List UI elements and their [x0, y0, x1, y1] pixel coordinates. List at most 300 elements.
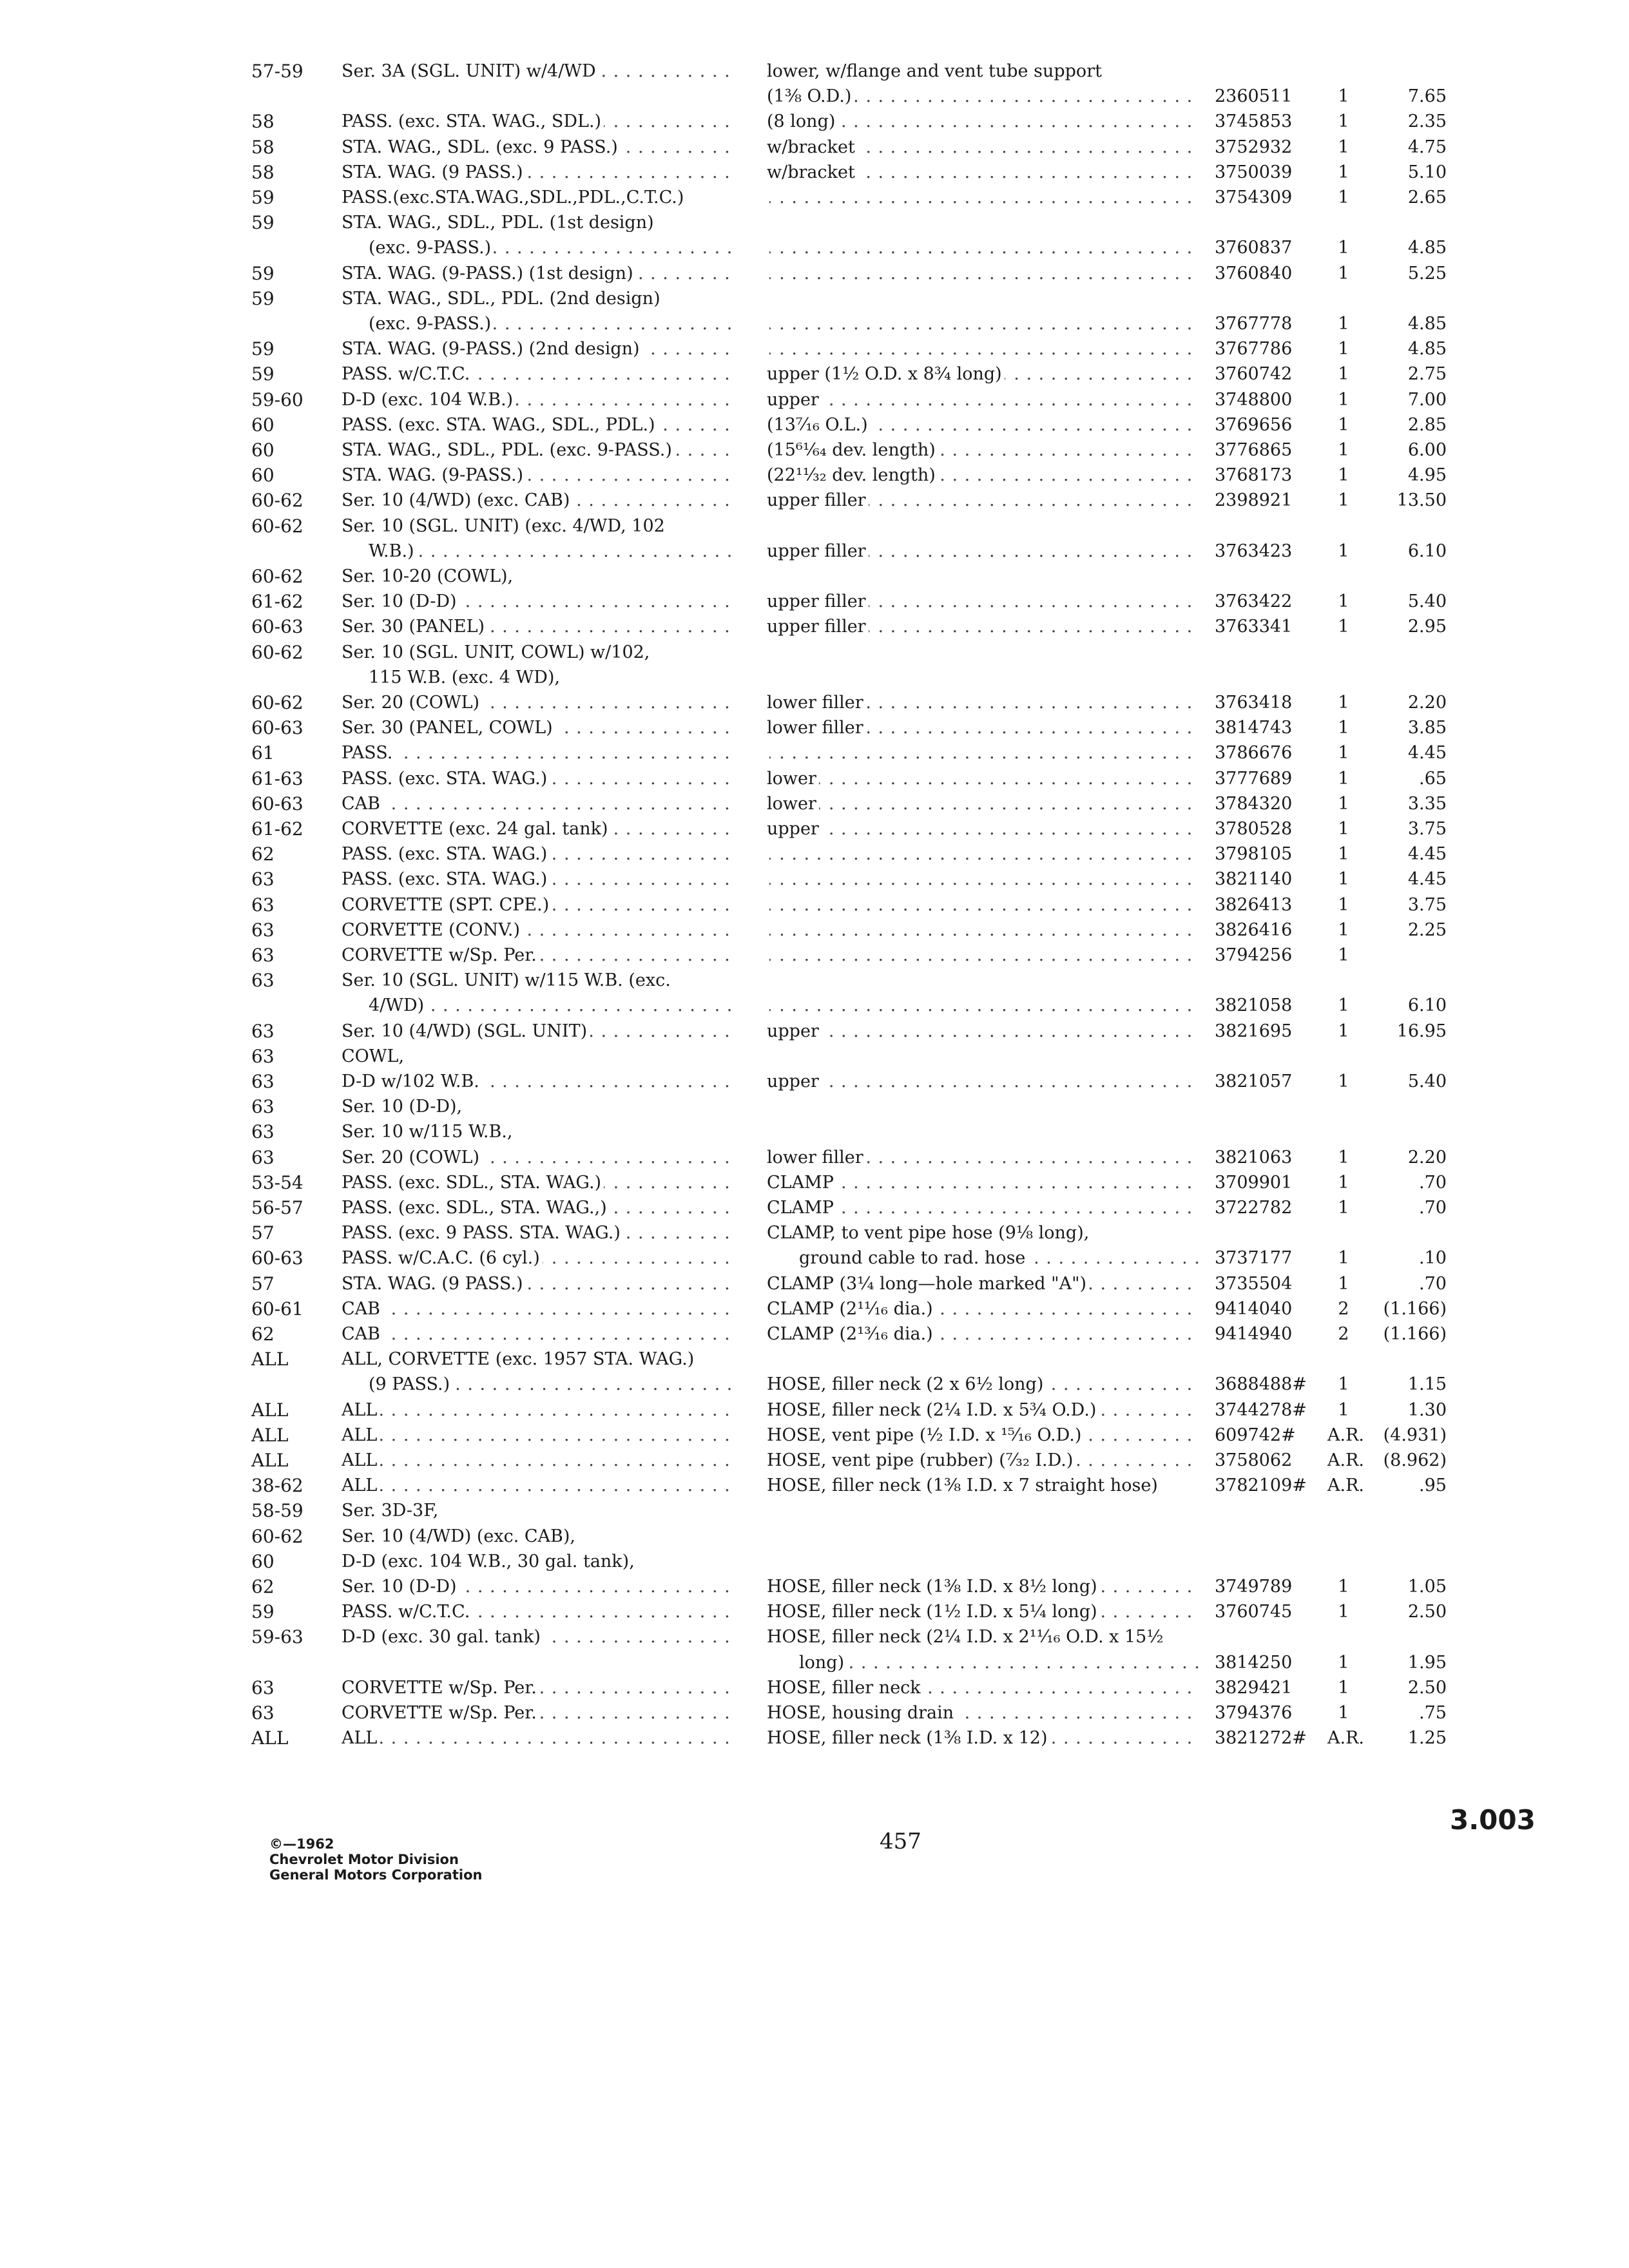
- application-cell: [342, 741, 731, 765]
- application-cell: [342, 1095, 731, 1119]
- application-text: Ser. 10 (D-D): [342, 1577, 459, 1597]
- description-text: CLAMP (2¹³⁄₁₆ dia.): [767, 1324, 936, 1344]
- application-text: Ser. 10 w/115 W.B.,: [342, 1122, 515, 1142]
- price: (8.962): [1383, 1450, 1447, 1470]
- description-text: [767, 970, 769, 990]
- quantity: 1: [1338, 414, 1349, 435]
- description-cell: [767, 1297, 1199, 1321]
- application-text: ALL: [342, 1475, 380, 1495]
- part-number: 3826413: [1215, 894, 1293, 915]
- application-cell: [342, 1044, 731, 1069]
- part-number: 3760745: [1215, 1602, 1293, 1622]
- application-text: PASS. w/C.T.C.: [342, 1602, 472, 1622]
- description-text: HOSE, vent pipe (½ I.D. x ¹⁵⁄₁₆ O.D.): [767, 1425, 1084, 1445]
- price: 1.95: [1407, 1652, 1447, 1673]
- price: 5.25: [1407, 263, 1447, 284]
- application-cell: [342, 337, 731, 361]
- application-cell: [342, 564, 731, 589]
- model-year: 61-62: [251, 818, 304, 840]
- part-number: 3763423: [1215, 541, 1293, 561]
- description-cell: [767, 1196, 1199, 1220]
- description-cell: [767, 514, 1199, 539]
- price: 4.85: [1407, 314, 1447, 334]
- part-number: 3709901: [1215, 1172, 1293, 1193]
- description-cell: [767, 792, 1199, 816]
- application-text: Ser. 10 (D-D): [342, 591, 459, 611]
- part-number: 3798105: [1215, 844, 1293, 865]
- application-text: Ser. 20 (COWL): [342, 1148, 482, 1168]
- application-cell: [342, 1120, 731, 1144]
- description-cell: [767, 1676, 1199, 1700]
- description-text: [767, 1046, 769, 1066]
- price: (4.931): [1383, 1425, 1447, 1445]
- price: .70: [1419, 1273, 1447, 1294]
- application-cell: [342, 362, 731, 387]
- description-cell: [767, 1120, 1199, 1144]
- application-cell: [342, 943, 731, 968]
- description-text: HOSE, filler neck (1⅜ I.D. x 8½ long): [767, 1577, 1100, 1597]
- part-number: 3763422: [1215, 591, 1293, 612]
- application-cell: [342, 792, 731, 816]
- model-year: 53-54: [251, 1171, 304, 1193]
- application-cell: [369, 666, 731, 690]
- application-text: ALL: [342, 1425, 380, 1445]
- model-year: 57: [251, 1222, 275, 1244]
- model-year: 63: [251, 919, 275, 941]
- price: 6.10: [1407, 995, 1447, 1016]
- model-year: 63: [251, 1702, 275, 1724]
- description-cell: [767, 716, 1199, 740]
- model-year: 57-59: [251, 61, 304, 82]
- application-text: ALL: [342, 1400, 380, 1420]
- description-text: [767, 1122, 769, 1142]
- quantity: 1: [1338, 465, 1349, 486]
- price: 6.10: [1407, 541, 1447, 561]
- description-cell: [767, 539, 1199, 564]
- description-cell: [767, 362, 1199, 387]
- price: 16.95: [1396, 1021, 1447, 1041]
- model-year: 63: [251, 1146, 275, 1168]
- part-number: 3782109#: [1215, 1475, 1307, 1496]
- part-number: 3794256: [1215, 945, 1293, 965]
- price: 2.75: [1407, 364, 1447, 385]
- description-text: [767, 289, 769, 309]
- part-number: 3737177: [1215, 1248, 1293, 1269]
- quantity: 1: [1338, 743, 1349, 764]
- description-text: upper filler: [767, 591, 869, 611]
- application-cell: [342, 968, 731, 993]
- description-text: CLAMP (3¼ long—hole marked "A"): [767, 1274, 1089, 1294]
- price: 4.45: [1407, 869, 1447, 890]
- description-cell: [767, 312, 1199, 336]
- application-text: W.B.): [369, 541, 417, 561]
- application-text: PASS. (exc. STA. WAG.): [342, 844, 550, 864]
- part-number: 2360511: [1215, 86, 1293, 107]
- price: 4.95: [1407, 465, 1447, 486]
- application-cell: [342, 388, 731, 412]
- quantity: 1: [1338, 314, 1349, 334]
- price: 5.10: [1407, 162, 1447, 182]
- application-cell: [342, 186, 731, 210]
- description-text: HOSE, filler neck (2¼ I.D. x 5¾ O.D.): [767, 1400, 1099, 1420]
- application-text: Ser. 10 (4/WD) (exc. CAB),: [342, 1526, 578, 1546]
- description-cell: [767, 135, 1199, 160]
- application-text: (exc. 9-PASS.): [369, 238, 494, 258]
- description-cell: [767, 691, 1199, 715]
- application-cell: [342, 1398, 731, 1423]
- model-year: 62: [251, 1323, 275, 1345]
- part-number: 3752932: [1215, 137, 1293, 157]
- model-year: 60: [251, 414, 275, 436]
- part-number: 3814743: [1215, 718, 1293, 738]
- model-year: 58: [251, 136, 275, 158]
- price: 6.00: [1407, 440, 1447, 460]
- application-text: PASS.(exc.STA.WAG.,SDL.,PDL.,C.T.C.): [342, 187, 686, 207]
- model-year: 58: [251, 111, 275, 133]
- part-number: 3750039: [1215, 162, 1293, 182]
- description-text: lower filler: [767, 693, 866, 713]
- application-text: D-D (exc. 30 gal. tank): [342, 1627, 543, 1647]
- application-cell: [342, 211, 731, 235]
- application-text: Ser. 30 (PANEL, COWL): [342, 718, 555, 738]
- quantity: 1: [1338, 894, 1349, 915]
- description-cell: [767, 968, 1199, 993]
- price: (1.166): [1383, 1298, 1447, 1319]
- description-text: upper filler: [767, 617, 869, 637]
- quantity: 1: [1338, 919, 1349, 940]
- model-year: 59: [251, 187, 275, 208]
- model-year: 63: [251, 1677, 275, 1698]
- application-cell: [342, 463, 731, 488]
- application-cell: [342, 1676, 731, 1700]
- description-text: [767, 844, 769, 864]
- description-text: HOSE, filler neck (2 x 6½ long): [767, 1374, 1046, 1394]
- quantity: 1: [1338, 111, 1349, 132]
- application-cell: [342, 716, 731, 740]
- price: 3.35: [1407, 793, 1447, 814]
- description-cell: [767, 287, 1199, 311]
- quantity: 1: [1338, 945, 1349, 965]
- model-year: ALL: [251, 1424, 289, 1446]
- application-cell: [342, 817, 731, 841]
- price: .70: [1419, 1198, 1447, 1218]
- application-cell: [369, 994, 731, 1018]
- model-year: 59-60: [251, 389, 304, 410]
- description-cell: [767, 160, 1199, 185]
- quantity: 1: [1338, 1021, 1349, 1041]
- part-number: 3744278#: [1215, 1399, 1307, 1420]
- application-cell: [342, 1600, 731, 1624]
- description-text: (8 long): [767, 111, 838, 131]
- model-year: 59: [251, 212, 275, 234]
- description-cell: [767, 1272, 1199, 1296]
- description-cell: [767, 943, 1199, 968]
- description-cell: [767, 413, 1199, 437]
- description-text: upper: [767, 819, 822, 839]
- description-cell: [767, 1448, 1199, 1473]
- description-text: CLAMP, to vent pipe hose (9⅛ long),: [767, 1223, 1092, 1243]
- quantity: 2: [1338, 1324, 1349, 1344]
- application-cell: [342, 1575, 731, 1599]
- application-text: STA. WAG. (9-PASS.) (2nd design): [342, 339, 642, 359]
- description-text: upper: [767, 390, 822, 410]
- description-text: HOSE, filler neck (2¼ I.D. x 2¹¹⁄₁₆ O.D. x 15½: [767, 1627, 1166, 1647]
- description-cell: [767, 867, 1199, 892]
- description-cell: [767, 1019, 1199, 1044]
- application-text: D-D (exc. 104 W.B., 30 gal. tank),: [342, 1552, 637, 1571]
- price: 7.65: [1407, 86, 1447, 107]
- part-number: 3821058: [1215, 995, 1293, 1016]
- quantity: A.R.: [1327, 1475, 1364, 1496]
- model-year: 61: [251, 742, 275, 764]
- model-year: ALL: [251, 1399, 289, 1421]
- part-number: 3754309: [1215, 187, 1293, 207]
- section-number: 3.003: [1450, 1804, 1536, 1836]
- price: 2.50: [1407, 1677, 1447, 1698]
- quantity: 1: [1338, 869, 1349, 890]
- application-text: STA. WAG. (9 PASS.): [342, 162, 526, 182]
- part-number: 3768173: [1215, 465, 1293, 486]
- application-cell: [342, 438, 731, 463]
- model-year: 62: [251, 843, 275, 865]
- description-cell: [767, 1423, 1199, 1448]
- application-cell: [342, 1448, 731, 1473]
- quantity: 1: [1338, 541, 1349, 561]
- quantity: 2: [1338, 1298, 1349, 1319]
- application-cell: [342, 1550, 731, 1574]
- description-text: [767, 895, 769, 915]
- description-cell: [767, 488, 1199, 513]
- part-number: 3760837: [1215, 238, 1293, 258]
- description-cell: [767, 186, 1199, 210]
- description-text: [767, 1097, 769, 1117]
- description-cell: [767, 1095, 1199, 1119]
- part-number: 3821695: [1215, 1021, 1293, 1041]
- description-text: upper: [767, 1021, 822, 1041]
- quantity: 1: [1338, 1147, 1349, 1168]
- quantity: A.R.: [1327, 1728, 1364, 1749]
- description-text: [767, 642, 769, 662]
- quantity: 1: [1338, 440, 1349, 460]
- model-year: 63: [251, 1045, 275, 1067]
- price: 1.15: [1407, 1374, 1447, 1395]
- model-year: 63: [251, 970, 275, 992]
- description-text: w/bracket: [767, 137, 858, 157]
- quantity: 1: [1338, 86, 1349, 107]
- description-text: [767, 213, 769, 233]
- description-cell: [767, 666, 1199, 690]
- description-text: [767, 516, 769, 536]
- model-year: 60-63: [251, 717, 304, 739]
- application-cell: [342, 1474, 731, 1498]
- model-year: 38-62: [251, 1475, 304, 1497]
- model-year: 58-59: [251, 1500, 304, 1522]
- part-number: 3758062: [1215, 1450, 1293, 1470]
- quantity: 1: [1338, 1072, 1349, 1091]
- price: 3.75: [1407, 894, 1447, 915]
- application-text: Ser. 20 (COWL): [342, 693, 482, 713]
- application-cell: [369, 236, 731, 260]
- price: 3.85: [1407, 718, 1447, 738]
- price: 2.65: [1407, 187, 1447, 207]
- model-year: 58: [251, 161, 275, 183]
- application-cell: [342, 488, 731, 513]
- description-cell: [767, 59, 1199, 84]
- description-text: [767, 869, 769, 889]
- model-year: 59: [251, 287, 275, 309]
- description-text: [767, 314, 769, 334]
- model-year: 61-63: [251, 767, 304, 789]
- application-text: COWL,: [342, 1046, 407, 1066]
- quantity: 1: [1338, 844, 1349, 865]
- application-cell: [342, 1146, 731, 1170]
- application-text: ALL: [342, 1728, 380, 1748]
- application-text: D-D w/102 W.B.: [342, 1072, 482, 1091]
- model-year: 60-63: [251, 1247, 304, 1269]
- description-text: HOSE, filler neck: [767, 1678, 923, 1698]
- application-cell: [342, 1524, 731, 1549]
- application-cell: [342, 640, 731, 665]
- application-cell: [342, 110, 731, 134]
- part-number: 3767778: [1215, 314, 1293, 334]
- application-text: Ser. 10 (4/WD) (SGL. UNIT): [342, 1021, 590, 1041]
- division-name: Chevrolet Motor Division: [269, 1852, 459, 1867]
- application-text: Ser. 10 (SGL. UNIT, COWL) w/102,: [342, 642, 652, 662]
- model-year: 59-63: [251, 1626, 304, 1648]
- price: 13.50: [1396, 490, 1447, 511]
- application-text: Ser. 3A (SGL. UNIT) w/4/WD: [342, 61, 599, 81]
- application-text: STA. WAG. (9 PASS.): [342, 1274, 526, 1294]
- part-number: 9414940: [1215, 1324, 1293, 1344]
- part-number: 3777689: [1215, 768, 1293, 789]
- quantity: 1: [1338, 1577, 1349, 1597]
- description-cell: [767, 893, 1199, 918]
- description-cell: [767, 1499, 1199, 1523]
- model-year: 61-62: [251, 591, 304, 613]
- quantity: 1: [1338, 162, 1349, 182]
- description-cell: [767, 842, 1199, 867]
- description-cell: [767, 1701, 1199, 1725]
- description-text: [767, 339, 769, 359]
- price: 2.20: [1407, 1147, 1447, 1168]
- application-cell: [369, 539, 731, 564]
- application-cell: [342, 1625, 731, 1649]
- application-text: CORVETTE (CONV.): [342, 920, 523, 940]
- application-text: [342, 86, 344, 106]
- application-text: CAB: [342, 794, 383, 814]
- application-cell: [342, 590, 731, 614]
- description-text: long): [799, 1653, 847, 1673]
- part-number: 3745853: [1215, 111, 1293, 132]
- description-text: [767, 264, 769, 284]
- description-text: HOSE, vent pipe (rubber) (⁷⁄₃₂ I.D.): [767, 1450, 1075, 1470]
- page-number: 457: [880, 1829, 921, 1854]
- application-text: Ser. 10 (4/WD) (exc. CAB): [342, 490, 572, 510]
- description-cell: [767, 994, 1199, 1018]
- description-cell: [767, 590, 1199, 614]
- price: 1.25: [1407, 1728, 1447, 1749]
- part-number: 3786676: [1215, 743, 1293, 764]
- model-year: 60: [251, 1550, 275, 1572]
- application-text: STA. WAG., SDL., PDL. (exc. 9-PASS.): [342, 440, 675, 460]
- quantity: 1: [1338, 1677, 1349, 1698]
- description-text: lower: [767, 794, 819, 814]
- quantity: 1: [1338, 1399, 1349, 1420]
- part-number: 3760742: [1215, 364, 1293, 385]
- description-text: (22¹¹⁄₃₂ dev. length): [767, 465, 938, 485]
- price: 2.25: [1407, 919, 1447, 940]
- application-cell: [342, 1246, 731, 1271]
- description-cell: [767, 211, 1199, 235]
- description-cell: [767, 1171, 1199, 1195]
- description-text: [767, 238, 769, 258]
- model-year: 59: [251, 338, 275, 360]
- application-text: Ser. 10 (SGL. UNIT) w/115 W.B. (exc.: [342, 970, 673, 990]
- price: .75: [1419, 1703, 1447, 1723]
- application-text: (exc. 9-PASS.): [369, 314, 494, 334]
- description-text: [767, 995, 769, 1015]
- application-cell: [342, 1499, 731, 1523]
- description-cell: [767, 640, 1199, 665]
- price: (1.166): [1383, 1324, 1447, 1344]
- description-text: lower: [767, 769, 819, 789]
- price: 4.85: [1407, 339, 1447, 360]
- application-cell: [342, 1701, 731, 1725]
- model-year: 60-62: [251, 1525, 304, 1547]
- description-cell: [767, 463, 1199, 488]
- description-text: CLAMP: [767, 1173, 836, 1193]
- model-year: 62: [251, 1576, 275, 1597]
- application-cell: [342, 262, 731, 286]
- quantity: 1: [1338, 339, 1349, 360]
- part-number: 3748800: [1215, 389, 1293, 410]
- application-text: PASS. (exc. STA. WAG., SDL.): [342, 111, 604, 131]
- price: .10: [1419, 1248, 1447, 1269]
- description-cell: [767, 1044, 1199, 1069]
- quantity: 1: [1338, 995, 1349, 1016]
- price: 4.85: [1407, 238, 1447, 258]
- description-cell: [767, 1146, 1199, 1170]
- quantity: 1: [1338, 389, 1349, 410]
- description-text: [767, 1349, 769, 1369]
- part-number: 3794376: [1215, 1703, 1293, 1723]
- description-cell: [767, 615, 1199, 639]
- part-number: 3821057: [1215, 1072, 1293, 1091]
- description-text: HOSE, filler neck (1⅜ I.D. x 7 straight hose): [767, 1475, 1161, 1495]
- model-year: 63: [251, 869, 275, 890]
- part-number: 3688488#: [1215, 1374, 1307, 1395]
- quantity: 1: [1338, 1602, 1349, 1622]
- model-year: 60-62: [251, 566, 304, 587]
- application-text: CORVETTE (SPT. CPE.): [342, 895, 552, 915]
- description-text: lower, w/flange and vent tube support: [767, 61, 1104, 81]
- part-number: 3769656: [1215, 414, 1293, 435]
- model-year: 59: [251, 262, 275, 284]
- model-year: ALL: [251, 1349, 289, 1370]
- application-text: STA. WAG., SDL., PDL. (2nd design): [342, 289, 663, 309]
- quantity: 1: [1338, 1198, 1349, 1218]
- quantity: 1: [1338, 1273, 1349, 1294]
- description-text: [767, 187, 769, 207]
- application-text: [342, 1653, 344, 1673]
- part-number: 9414040: [1215, 1298, 1293, 1319]
- description-text: [767, 1552, 769, 1571]
- model-year: 60-61: [251, 1298, 304, 1320]
- application-text: Ser. 10 (D-D),: [342, 1097, 465, 1117]
- application-cell: [342, 842, 731, 867]
- description-cell: [767, 388, 1199, 412]
- quantity: 1: [1338, 1703, 1349, 1723]
